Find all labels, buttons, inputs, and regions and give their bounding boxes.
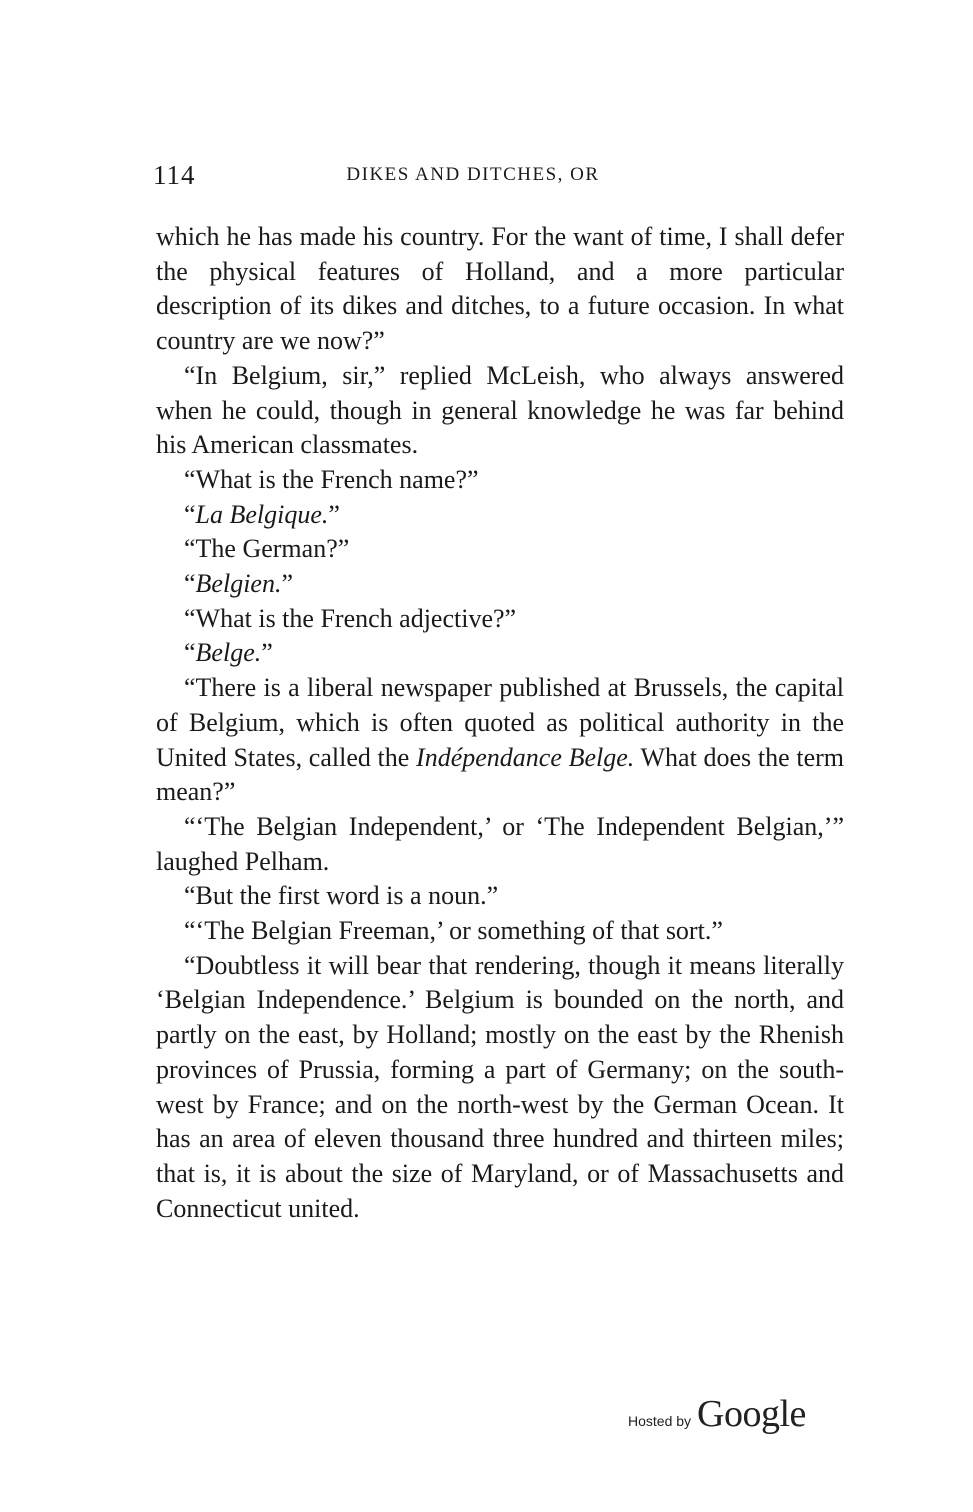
paragraph-1: which he has made his country. For the want of time, I shall defer the physical features of Holland, and a more particular description of its dikes and ditches, to a future occasion. In what country are we now?” [156,222,844,356]
quote-close: ” [328,499,340,529]
italic-term: Indépendance Belge. [416,742,635,772]
paragraph-9-end: What does the term mean?” [156,742,845,807]
paragraph-3: “What is the French name?” [184,464,479,494]
quote-open: “ [184,499,196,529]
quote-open: “ [184,638,196,668]
quote-open: “ [184,569,196,599]
paragraph-6 [156,567,844,602]
running-title: DIKES AND DITCHES, OR [346,164,600,185]
italic-term: Belgien. [195,569,282,599]
paragraph-4 [156,498,844,533]
paragraph-9-start: “There is a liberal newspaper published at Brussels, the capital of Belgium, which is often quoted as political authority in the United States, called the [156,673,844,772]
page-header [153,160,853,192]
quote-close: ” [281,569,294,599]
body-text [156,220,844,1226]
paragraph-10: “‘The Belgian Independent,’ or ‘The Independent Belgian,’” laughed Pelham. [156,811,844,876]
paragraph-11: “But the first word is a noun.” [184,881,499,911]
paragraph-5: “The German?” [184,534,350,564]
page-number: 114 [153,160,196,190]
italic-term: La Belgique. [195,499,329,529]
quote-close: ” [261,638,273,668]
hosted-by-label: Hosted by [628,1413,692,1429]
google-logo: Google [697,1393,806,1435]
paragraph-12: “‘The Belgian Freeman,’ or something of that sort.” [184,916,723,946]
paragraph-9 [156,671,844,810]
google-watermark [628,1392,806,1442]
paragraph-13: “Doubtless it will bear that rendering, though it means literally ‘Belgian Independence.’ Belgium is bounded on the north, and partly on the east, by Holland; mostly on the east by the Rhenish provinces of Prussia, forming a part of Germany; on the south-west by France; and on the north-west by the German Ocean. It has an area of eleven thousand three hundred and thirteen miles; that is, it is about the size of Maryland, or of Massachusetts and Connecticut united. [156,950,844,1223]
italic-term: Belge. [195,638,262,668]
paragraph-2: “In Belgium, sir,” replied McLeish, who always answered when he could, though in general knowledge he was far behind his American classmates. [156,360,844,460]
paragraph-7: “What is the French adjective?” [184,603,517,633]
paragraph-8 [156,636,844,671]
